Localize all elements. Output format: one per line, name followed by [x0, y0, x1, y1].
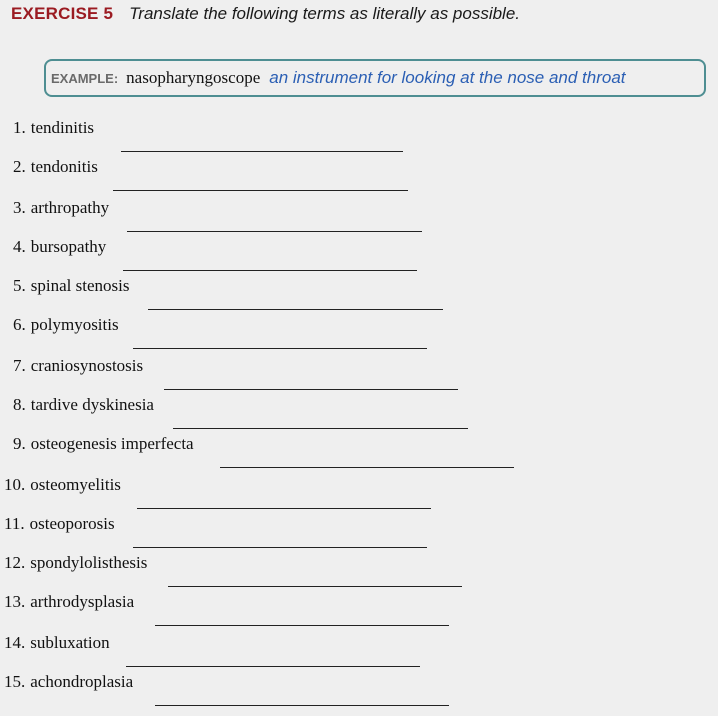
item-number: 4.: [13, 237, 26, 256]
exercise-item: [4, 514, 115, 534]
exercise-item: [13, 434, 194, 454]
item-term: craniosynostosis: [30, 356, 144, 375]
exercise-label: EXERCISE 5: [11, 4, 114, 23]
answer-blank[interactable]: [123, 270, 417, 271]
item-term: osteogenesis imperfecta: [30, 434, 194, 453]
answer-blank[interactable]: [113, 190, 408, 191]
answer-blank[interactable]: [137, 508, 431, 509]
answer-blank[interactable]: [164, 389, 458, 390]
item-term: tendonitis: [30, 157, 98, 176]
answer-blank[interactable]: [155, 705, 449, 706]
item-number: 15.: [4, 672, 26, 691]
answer-blank[interactable]: [133, 348, 427, 349]
exercise-item: [13, 157, 98, 177]
answer-blank[interactable]: [127, 231, 422, 232]
item-term: tendinitis: [30, 118, 95, 137]
item-term: tardive dyskinesia: [30, 395, 154, 414]
item-term: bursopathy: [30, 237, 107, 256]
item-number: 8.: [13, 395, 26, 414]
item-number: 10.: [4, 475, 26, 494]
item-number: 12.: [4, 553, 26, 572]
example-box: [44, 59, 706, 97]
item-number: 3.: [13, 198, 26, 217]
exercise-item: [13, 356, 143, 376]
exercise-item: [13, 276, 129, 296]
exercise-item: [4, 672, 133, 692]
answer-blank[interactable]: [168, 586, 462, 587]
exercise-header: [11, 4, 520, 24]
exercise-item: [13, 118, 94, 138]
item-term: achondroplasia: [30, 672, 134, 691]
answer-blank[interactable]: [133, 547, 427, 548]
answer-blank[interactable]: [220, 467, 514, 468]
answer-blank[interactable]: [121, 151, 403, 152]
item-term: osteomyelitis: [30, 475, 121, 494]
item-number: 7.: [13, 356, 26, 375]
exercise-instruction: Translate the following terms as literally as possible.: [129, 4, 521, 23]
item-term: spondylolisthesis: [30, 553, 148, 572]
item-term: osteoporosis: [29, 514, 115, 533]
item-number: 2.: [13, 157, 26, 176]
answer-blank[interactable]: [148, 309, 443, 310]
example-label: EXAMPLE:: [51, 70, 119, 86]
item-term: polymyositis: [30, 315, 119, 334]
exercise-item: [4, 475, 121, 495]
item-number: 9.: [13, 434, 26, 453]
item-number: 13.: [4, 592, 26, 611]
example-answer: an instrument for looking at the nose and throat: [269, 68, 626, 87]
item-number: 14.: [4, 633, 26, 652]
example-term: nasopharyngoscope: [126, 68, 261, 87]
item-term: arthrodysplasia: [30, 592, 135, 611]
exercise-item: [13, 198, 109, 218]
exercise-item: [4, 633, 110, 653]
exercise-item: [13, 395, 154, 415]
item-term: subluxation: [30, 633, 110, 652]
item-number: 11.: [4, 514, 25, 533]
exercise-item: [4, 553, 147, 573]
answer-blank[interactable]: [173, 428, 468, 429]
item-number: 5.: [13, 276, 26, 295]
item-term: spinal stenosis: [30, 276, 130, 295]
item-term: arthropathy: [30, 198, 110, 217]
answer-blank[interactable]: [155, 625, 449, 626]
exercise-item: [13, 237, 106, 257]
item-number: 1.: [13, 118, 26, 137]
exercise-item: [13, 315, 119, 335]
answer-blank[interactable]: [126, 666, 420, 667]
exercise-item: [4, 592, 134, 612]
item-number: 6.: [13, 315, 26, 334]
